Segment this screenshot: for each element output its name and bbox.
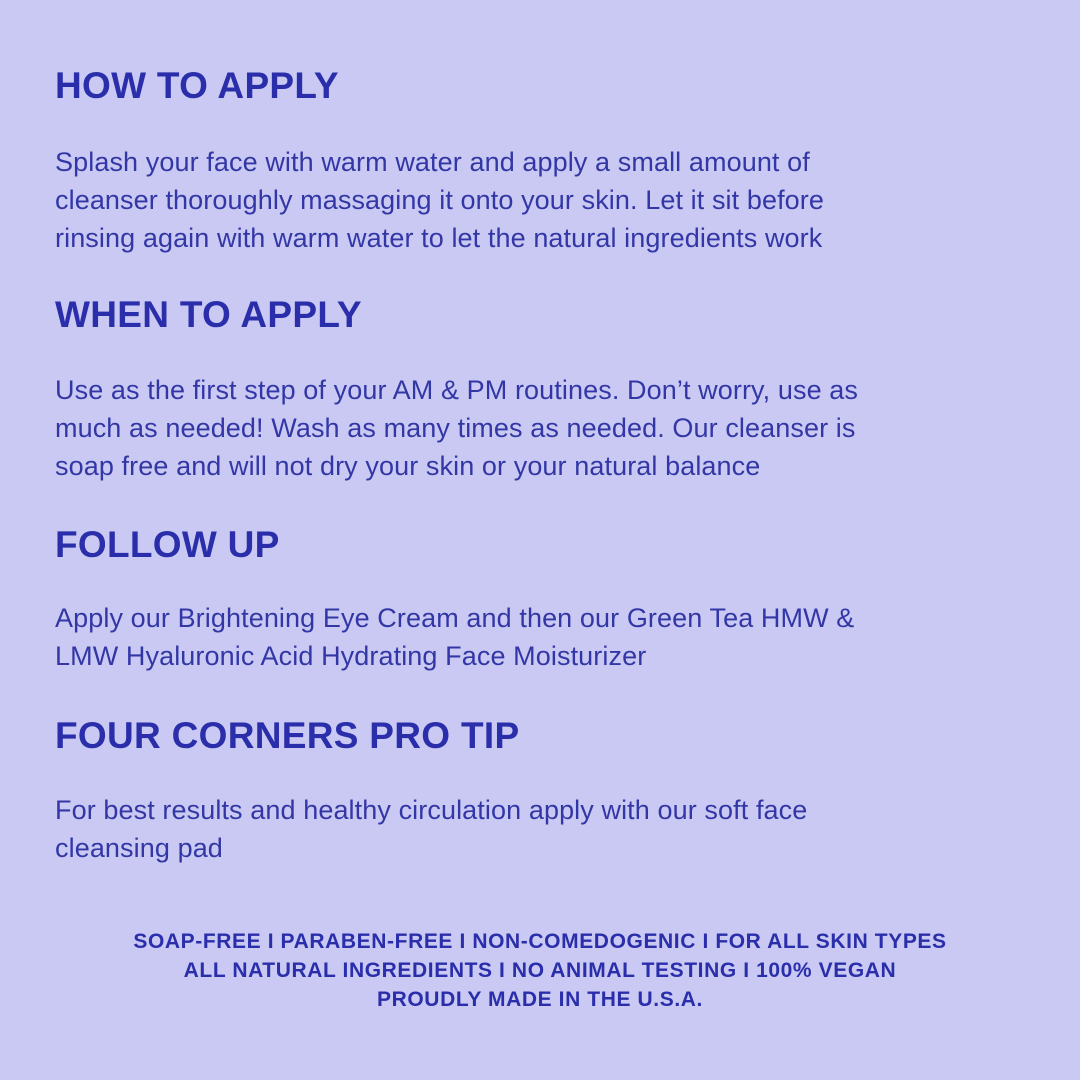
body-line: soap free and will not dry your skin or your natural balance <box>55 451 761 481</box>
section-body <box>55 791 1015 867</box>
body-line: For best results and healthy circulation apply with our soft face <box>55 795 808 825</box>
body-line: Use as the first step of your AM & PM routines. Don’t worry, use as <box>55 375 859 405</box>
body-line: cleansing pad <box>55 833 223 863</box>
body-line: LMW Hyaluronic Acid Hydrating Face Moisturizer <box>55 641 647 671</box>
section-heading: WHEN TO APPLY <box>55 294 362 335</box>
section-heading: FOLLOW UP <box>55 524 280 565</box>
body-line: much as needed! Wash as many times as needed. Our cleanser is <box>55 413 856 443</box>
section-body <box>55 371 1015 485</box>
claims-line: SOAP-FREE I PARABEN-FREE I NON-COMEDOGENIC I FOR ALL SKIN TYPES <box>133 930 947 953</box>
body-line: cleanser thoroughly massaging it onto your skin. Let it sit before <box>55 185 825 215</box>
section-heading: FOUR CORNERS PRO TIP <box>55 715 520 756</box>
body-line: Splash your face with warm water and apply a small amount of <box>55 147 810 177</box>
section-body <box>55 143 1015 257</box>
section-body <box>55 599 1015 675</box>
section-pro-tip <box>55 714 1015 867</box>
claims-line: ALL NATURAL INGREDIENTS I NO ANIMAL TESTING I 100% VEGAN <box>183 959 897 982</box>
section-heading: HOW TO APPLY <box>55 65 339 106</box>
section-when-to-apply <box>55 293 1015 485</box>
product-claims-footer <box>0 927 1080 1014</box>
section-how-to-apply <box>55 64 1015 257</box>
section-follow-up <box>55 523 1015 675</box>
body-line: Apply our Brightening Eye Cream and then our Green Tea HMW & <box>55 603 855 633</box>
made-in-usa-line: PROUDLY MADE IN THE U.S.A. <box>377 988 703 1011</box>
body-line: rinsing again with warm water to let the natural ingredients work <box>55 223 823 253</box>
